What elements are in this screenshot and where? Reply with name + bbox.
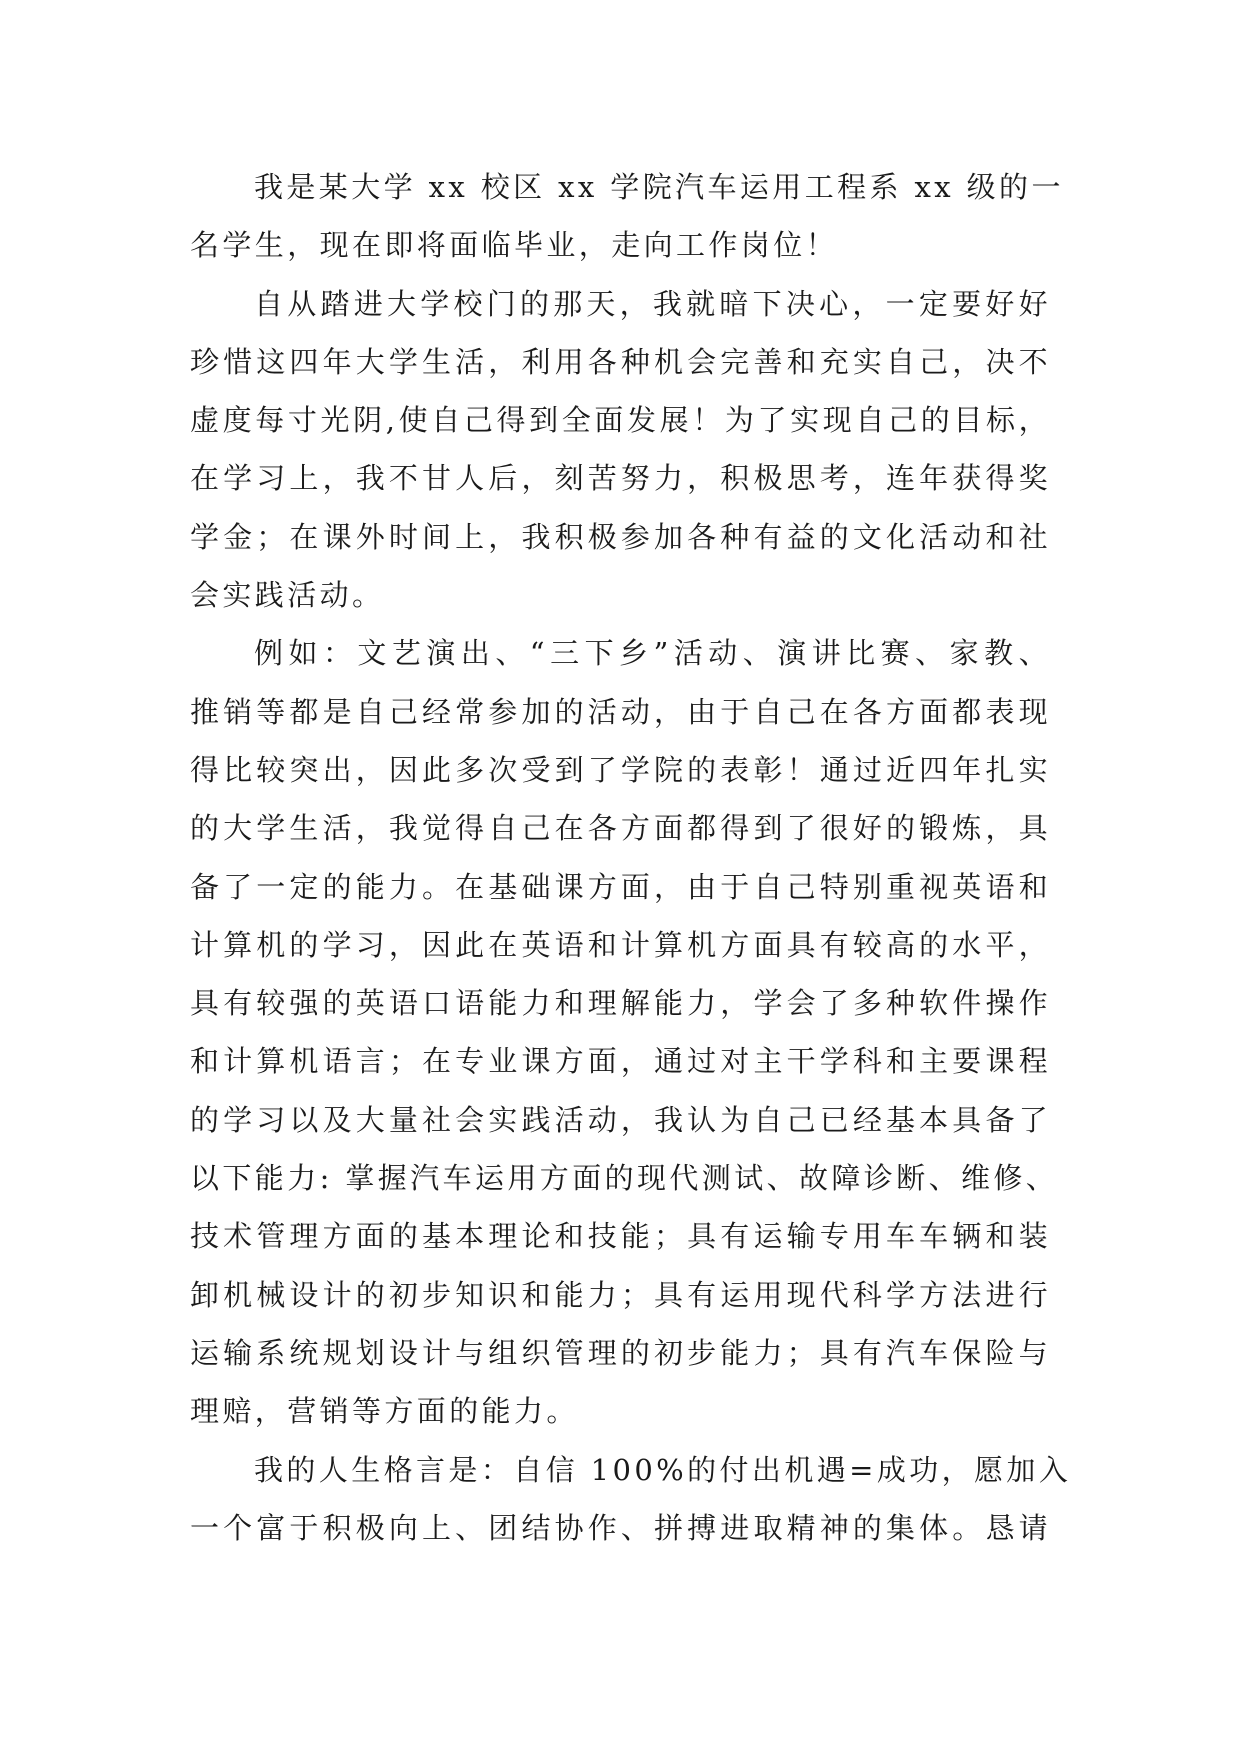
text-line: 自从踏进大学校门的那天，我就暗下决心，一定要好好 xyxy=(254,286,1051,321)
text-line: 名学生，现在即将面临毕业，走向工作岗位！ xyxy=(190,228,839,263)
text-line: 理赔，营销等方面的能力。 xyxy=(190,1394,579,1429)
text-line: 备了一定的能力。在基础课方面，由于自己特别重视英语和 xyxy=(190,869,1051,904)
text-line: 学金；在课外时间上，我积极参加各种有益的文化活动和社 xyxy=(190,519,1051,554)
paragraph-3 xyxy=(190,624,1059,1440)
text-line: 虚度每寸光阴,使自己得到全面发展！为了实现自己的目标， xyxy=(190,403,1051,438)
text-line: 具有较强的英语口语能力和理解能力，学会了多种软件操作 xyxy=(190,986,1051,1021)
document-body xyxy=(190,158,1072,1557)
text-line: 和计算机语言；在专业课方面，通过对主干学科和主要课程 xyxy=(190,1044,1051,1079)
text-line: 在学习上，我不甘人后，刻苦努力，积极思考，连年获得奖 xyxy=(190,461,1051,496)
text-line: 运输系统规划设计与组织管理的初步能力；具有汽车保险与 xyxy=(190,1335,1051,1370)
text-line: 的学习以及大量社会实践活动，我认为自己已经基本具备了 xyxy=(190,1102,1051,1137)
text-line: 一个富于积极向上、团结协作、拼搏进取精神的集体。恳请 xyxy=(190,1510,1051,1545)
paragraph-4 xyxy=(190,1441,1072,1558)
text-line: 会实践活动。 xyxy=(190,578,385,613)
text-line: 得比较突出，因此多次受到了学院的表彰！通过近四年扎实 xyxy=(190,752,1051,787)
paragraph-2 xyxy=(190,275,1051,625)
text-line: 的大学生活，我觉得自己在各方面都得到了很好的锻炼，具 xyxy=(190,811,1051,846)
text-line: 例如：文艺演出、“三下乡”活动、演讲比赛、家教、 xyxy=(254,636,1051,671)
paragraph-1 xyxy=(190,158,1064,275)
text-line: 我的人生格言是：自信 100%的付出机遇=成功，愿加入 xyxy=(254,1452,1072,1487)
text-line: 以下能力: 掌握汽车运用方面的现代测试、故障诊断、维修、 xyxy=(190,1161,1059,1196)
text-line: 我是某大学 xx 校区 xx 学院汽车运用工程系 xx 级的一 xyxy=(254,170,1064,204)
text-line: 技术管理方面的基本理论和技能；具有运输专用车车辆和装 xyxy=(190,1219,1051,1254)
text-line: 计算机的学习，因此在英语和计算机方面具有较高的水平， xyxy=(190,927,1051,962)
text-line: 推销等都是自己经常参加的活动，由于自己在各方面都表现 xyxy=(190,694,1051,729)
text-line: 珍惜这四年大学生活，利用各种机会完善和充实自己，决不 xyxy=(190,344,1051,379)
text-line: 卸机械设计的初步知识和能力；具有运用现代科学方法进行 xyxy=(190,1277,1051,1312)
